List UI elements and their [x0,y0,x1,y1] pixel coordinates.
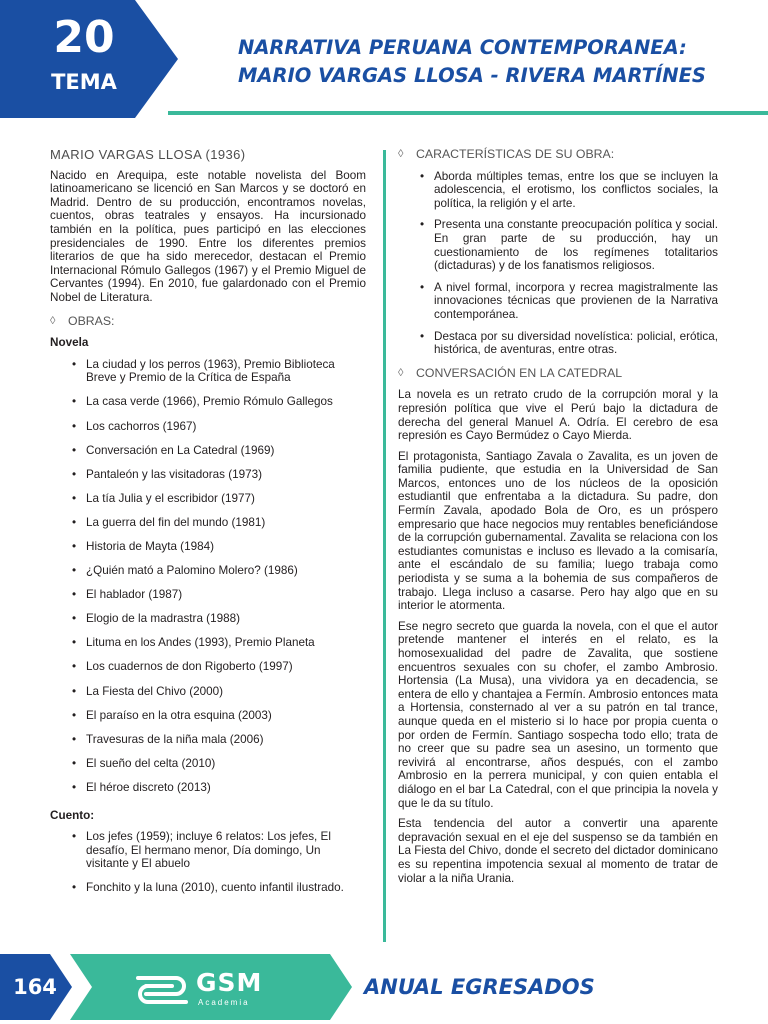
list-item: • Historia de Mayta (1984) [72,540,366,554]
cuento-label: Cuento: [50,808,95,822]
list-item: • Los cuadernos de don Rigoberto (1997) [72,660,366,674]
title-underline [168,111,768,115]
author-bio: Nacido en Arequipa, este notable novelista del Boom latinoamericano se licenció en San Marcos y se doctoró en Madrid. Dentro de su producción, encontramos novelas, cuentos, obras teatrales y ensayos. Ha incursionado también en la política, pues participó en las elecciones presidenciales de 1990. Entre los diferentes premios literarios de que ha sido merecedor, destacan el Premio Internacional Rómulo Gallegos (1967) y el Premio Miguel de Cervantes (1994). En 2010, fue galardonado con el Premio Nobel de Literatura. [50,168,366,304]
page-number: 164 [13,975,57,999]
cuento-list [50,830,366,895]
tema-label: TEMA [51,70,117,94]
gsm-logo [132,968,292,1012]
list-item: • Los cachorros (1967) [72,420,366,434]
obras-heading-text: OBRAS: [68,313,115,328]
novela-label: Novela [50,336,89,350]
list-item: • A nivel formal, incorpora y recrea magistralmente las innovaciones técnicas que provienen de la Narrativa contemporánea. [420,281,718,322]
list-item: • El paraíso en la otra esquina (2003) [72,709,366,723]
list-item: • La ciudad y los perros (1963), Premio Biblioteca Breve y Premio de la Crítica de España [72,358,366,385]
tema-number: 20 [53,12,115,63]
author-heading: MARIO VARGAS LLOSA (1936) [50,147,246,162]
list-item: • El héroe discreto (2013) [72,781,366,795]
caracteristicas-list [398,170,718,357]
obras-heading [50,315,366,329]
conversacion-paragraph: La novela es un retrato crudo de la corrupción moral y la represión política que vive el Perú bajo la dictadura de derecha del general Manuel A. Odría. El cerebro de esa represión es Cayo Bermúdez o Cayo Mierda. [398,388,718,443]
conversacion-paragraph: El protagonista, Santiago Zavala o Zavalita, es un joven de familia pudiente, que estudia en la Universidad de San Marcos, entonces uno de los núcleos de la oposición estudiantil que enfrentaba a la dictadura. Su padre, don Fermín Zavala, apodado Bola de Oro, es un próspero empresario que hace negocios muy rentables beneficiándose de la corrupción gubernamental. Zavalita se relaciona con los estudiantes comunistas e incluso es llevado a la comisaría, ante el escándalo de su familia; luego trabaja como periodista y se suma a la bohemia de sus compañeros de trabajo. Llega incluso a casarse. Pero hay algo que en su interior le atormenta. [398,449,718,613]
column-divider [383,150,386,942]
list-item: • Lituma en los Andes (1993), Premio Planeta [72,636,366,650]
diamond-bullet-icon: ◊ [398,366,404,379]
logo-subtitle: Academia [198,998,250,1007]
gsm-logo-icon [132,970,192,1010]
list-item: • Elogio de la madrastra (1988) [72,612,366,626]
diamond-bullet-icon: ◊ [50,314,56,327]
left-column [50,148,366,905]
conversacion-heading-text: CONVERSACIÓN EN LA CATEDRAL [416,365,623,380]
conversacion-heading [398,367,718,381]
list-item: • Travesuras de la niña mala (2006) [72,733,366,747]
list-item: • El sueño del celta (2010) [72,757,366,771]
list-item: • La guerra del fin del mundo (1981) [72,516,366,530]
list-item: • La tía Julia y el escribidor (1977) [72,492,366,506]
list-item: • La casa verde (1966), Premio Rómulo Gallegos [72,395,366,409]
list-item: • La Fiesta del Chivo (2000) [72,685,366,699]
list-item: • El hablador (1987) [72,588,366,602]
caracteristicas-heading-text: CARACTERÍSTICAS DE SU OBRA: [416,147,615,161]
list-item: • Los jefes (1959); incluye 6 relatos: Los jefes, El desafío, El hermano menor, Día domingo, Un visitante y El abuelo [72,830,366,871]
page-title [238,34,758,90]
right-column [398,148,718,892]
title-line-1: NARRATIVA PERUANA CONTEMPORANEA: [238,36,687,59]
footer-title: ANUAL EGRESADOS [364,975,595,999]
list-item: • Pantaleón y las visitadoras (1973) [72,468,366,482]
title-line-2: MARIO VARGAS LLOSA - RIVERA MARTÍNES [238,64,706,87]
list-item: • Aborda múltiples temas, entre los que se incluyen la adolescencia, el erotismo, los conflictos sociales, la política, la religión y el arte. [420,170,718,211]
list-item: • Conversación en La Catedral (1969) [72,444,366,458]
logo-text: GSM [196,968,263,997]
list-item: • Destaca por su diversidad novelística: policial, erótica, histórica, de aventuras, entre otras. [420,330,718,357]
list-item: • Presenta una constante preocupación política y social. En gran parte de su producción, hay un cuestionamiento de los regímenes totalitarios (dictaduras) y de los fanatismos religiosos. [420,218,718,272]
conversacion-paragraph: Esta tendencia del autor a convertir una aparente depravación sexual en el eje del suspenso se da también en La Fiesta del Chivo, donde el secreto del dictador dominicano es su repentina impotencia sexual al momento de tratar de violar a la niña Urania. [398,817,718,885]
conversacion-paragraph: Ese negro secreto que guarda la novela, con el que el autor pretende mantener el interés en el relato, es la homosexualidad del padre de Zavalita, que sostiene encuentros sexuales con su chofer, el zambo Ambrosio. Hortensia (La Musa), una vividora ya en decadencia, se entera de ello y chantajea a Fermín. Ambrosio entonces mata a Hortensia, consternado al ver a su patrón en tal trance, aunque queda en el misterio si lo hace por propia cuenta o por orden de Fermín. Santiago sospecha todo ello; trata de no creer que su padre sea un asesino, un tormento que revivirá al encontrarse, años después, con el zambo Ambrosio en la perrera municipal, y con quien entabla el diálogo en el bar La Catedral, con el que principia la novela y que le da su título. [398,619,718,810]
list-item: • Fonchito y la luna (2010), cuento infantil ilustrado. [72,881,366,895]
novela-list [50,358,366,795]
caracteristicas-heading [398,148,718,162]
list-item: • ¿Quién mató a Palomino Molero? (1986) [72,564,366,578]
diamond-bullet-icon: ◊ [398,148,404,160]
